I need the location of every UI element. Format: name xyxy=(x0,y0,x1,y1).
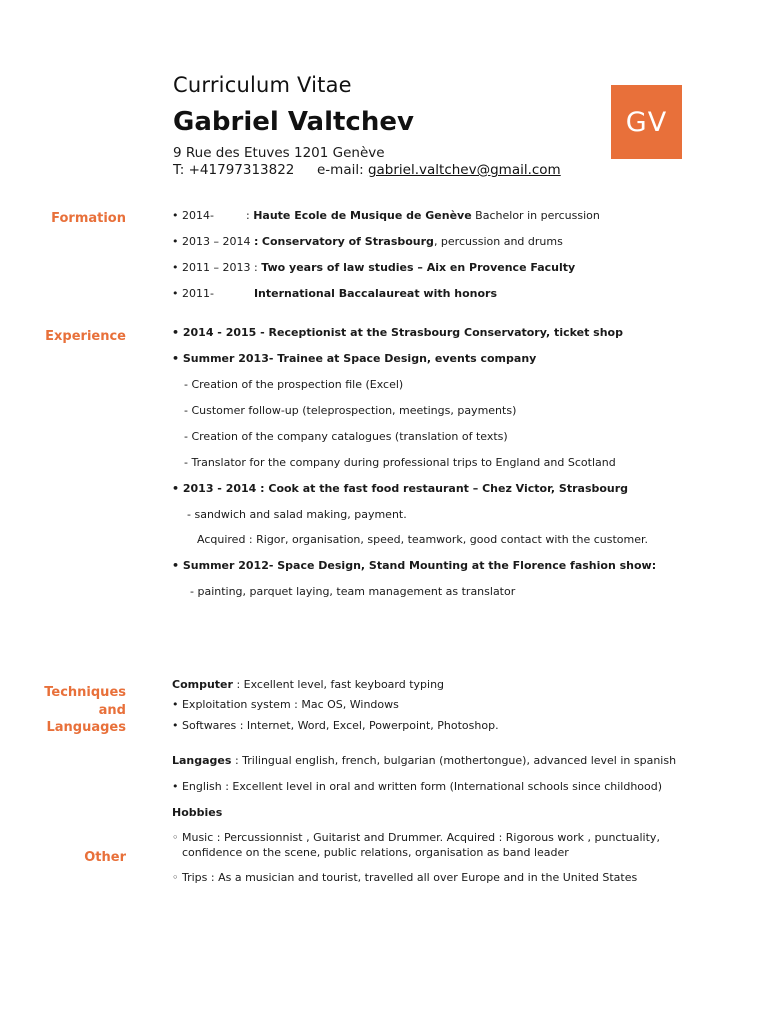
languages: Langages : Trilingual english, french, bulgarian (mothertongue), advanced level in spanish xyxy=(172,754,677,767)
formation-item: • 2013 – 2014 : Conservatory of Strasbourg, percussion and drums xyxy=(172,235,563,248)
experience-task: - painting, parquet laying, team management as translator xyxy=(190,585,516,598)
email-link[interactable]: gabriel.valtchev@gmail.com xyxy=(367,162,561,178)
experience-job: • 2013 - 2014 : Cook at the fast food restaurant – Chez Victor, Strasbourg xyxy=(172,482,629,495)
formation-item: • 2011- International Baccalaureat with honors xyxy=(172,287,498,300)
hobby-trips: ◦ Trips : As a musician and tourist, travelled all over Europe and in the United States xyxy=(172,871,638,884)
section-experience: Experience xyxy=(45,329,126,344)
formation-item: • 2011 – 2013 : Two years of law studies – Aix en Provence Faculty xyxy=(172,261,576,274)
experience-task: - Creation of the prospection file (Excel) xyxy=(184,378,404,391)
email-label: e-mail: xyxy=(317,162,364,178)
experience-task: - sandwich and salad making, payment. xyxy=(187,508,407,521)
experience-job: • 2014 - 2015 - Receptionist at the Strasbourg Conservatory, ticket shop xyxy=(172,326,623,339)
experience-acquired: Acquired : Rigor, organisation, speed, teamwork, good contact with the customer. xyxy=(197,533,649,546)
person-name: Gabriel Valtchev xyxy=(173,107,414,137)
section-techniques-line2: and xyxy=(98,702,126,718)
monogram-badge: GV xyxy=(611,85,682,159)
document-title: Curriculum Vitae xyxy=(173,73,352,97)
section-techniques-line3: Languages xyxy=(46,720,126,735)
section-techniques-line1: Techniques xyxy=(44,685,126,700)
phone-number: +41797313822 xyxy=(188,162,295,178)
experience-task: - Translator for the company during professional trips to England and Scotland xyxy=(184,456,616,469)
address: 9 Rue des Etuves 1201 Genève xyxy=(173,145,385,161)
computer-skills: Computer : Excellent level, fast keyboard typing xyxy=(172,678,445,691)
experience-task: - Customer follow-up (teleprospection, meetings, payments) xyxy=(184,404,517,417)
section-formation: Formation xyxy=(51,211,126,226)
experience-job: • Summer 2012- Space Design, Stand Mounting at the Florence fashion show: xyxy=(172,559,657,572)
exploitation-system: • Exploitation system : Mac OS, Windows xyxy=(172,698,399,711)
section-techniques xyxy=(44,684,126,737)
section-other: Other xyxy=(84,850,126,865)
cv-header xyxy=(173,72,593,179)
experience-task: - Creation of the company catalogues (translation of texts) xyxy=(184,430,508,443)
experience-job: • Summer 2013- Trainee at Space Design, events company xyxy=(172,352,537,365)
english-level: • English : Excellent level in oral and written form (International schools since childhood) xyxy=(172,780,663,793)
formation-item: • 2014- : Haute Ecole de Musique de Genève Bachelor in percussion xyxy=(172,209,600,222)
hobby-music: ◦ Music : Percussionnist , Guitarist and Drummer. Acquired : Rigorous work , punctuality, xyxy=(172,831,660,844)
contact-line xyxy=(173,162,593,179)
phone-label: T: xyxy=(173,162,185,178)
hobby-music-cont: confidence on the scene, public relations, organisation as band leader xyxy=(182,846,569,859)
softwares: • Softwares : Internet, Word, Excel, Powerpoint, Photoshop. xyxy=(172,719,499,732)
hobbies-label: Hobbies xyxy=(172,806,223,819)
